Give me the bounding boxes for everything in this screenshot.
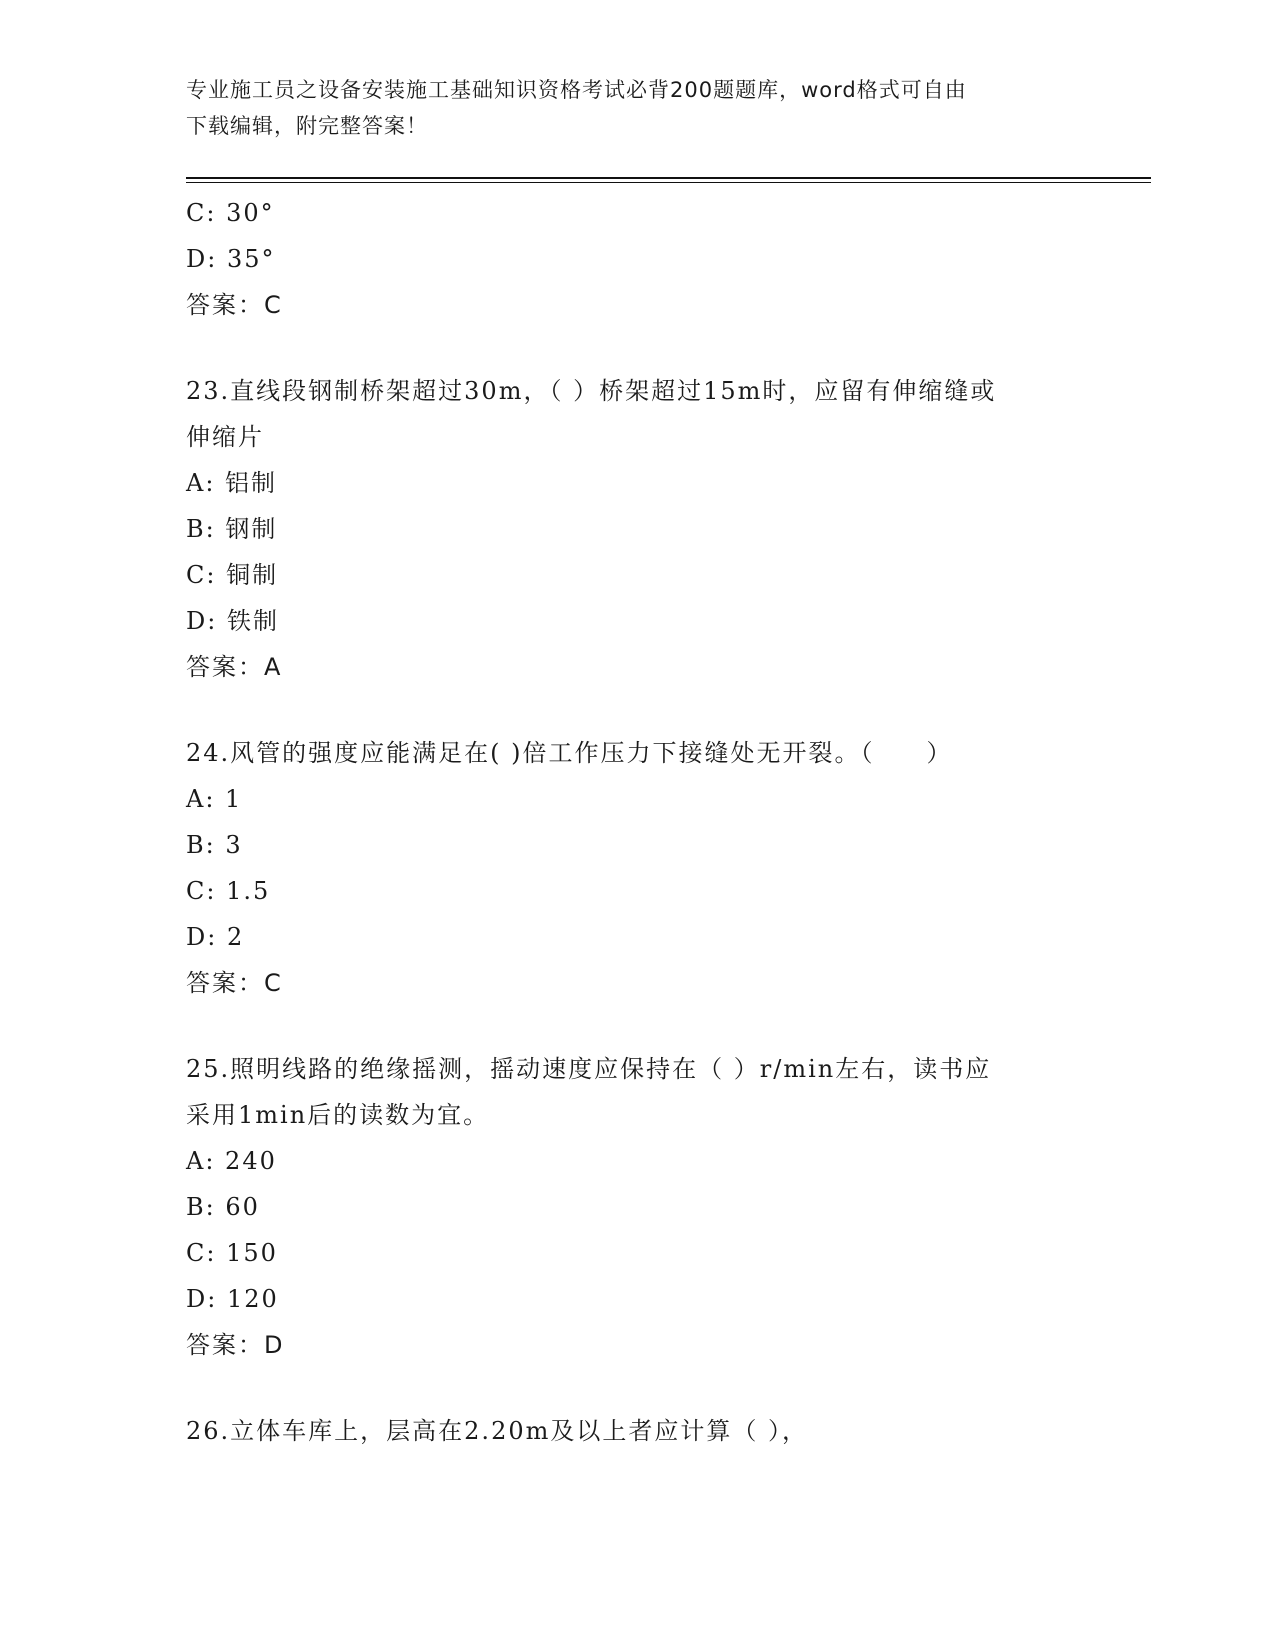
question-stem-line-1: 23.直线段钢制桥架超过30m，（ ）桥架超过15m时，应留有伸缩缝或 — [186, 377, 997, 405]
question-stem — [186, 1408, 1086, 1454]
option-c: C: 30° — [186, 199, 275, 227]
header-line-2: 下载编辑，附完整答案！ — [186, 114, 428, 138]
question-stem-line-1: 24.风管的强度应能满足在( )倍工作压力下接缝处无开裂。（ ） — [186, 739, 953, 767]
option-d: D: 35° — [186, 245, 276, 273]
question-block-26 — [186, 1408, 1086, 1454]
question-stem-line-2: 伸缩片 — [186, 423, 264, 451]
option-b: B: 60 — [186, 1193, 260, 1221]
option-d: D: 2 — [186, 923, 245, 951]
option-b: B: 钢制 — [186, 515, 278, 543]
question-list — [186, 190, 1086, 1454]
header-rule-top — [186, 177, 1151, 179]
option-c: C: 150 — [186, 1239, 278, 1267]
option-b: B: 3 — [186, 831, 243, 859]
answer-label: 答案：D — [186, 1331, 285, 1359]
question-block-24 — [186, 730, 1086, 1006]
question-block-22 — [186, 190, 1086, 328]
answer-label: 答案：C — [186, 291, 283, 319]
answer-label: 答案：C — [186, 969, 283, 997]
option-d: D: 120 — [186, 1285, 279, 1313]
option-a: A: 240 — [186, 1147, 277, 1175]
header-line-1: 专业施工员之设备安装施工基础知识资格考试必背200题题库，word格式可自由 — [186, 78, 967, 102]
question-block-23 — [186, 368, 1086, 690]
question-stem — [186, 1046, 1086, 1138]
document-header — [186, 72, 1066, 144]
option-c: C: 铜制 — [186, 561, 279, 589]
answer-label: 答案：A — [186, 653, 283, 681]
option-a: A: 铝制 — [186, 469, 278, 497]
option-d: D: 铁制 — [186, 607, 279, 635]
question-stem-line-1: 25.照明线路的绝缘摇测，摇动速度应保持在（ ）r/min左右，读书应 — [186, 1055, 992, 1083]
question-stem-line-2: 采用1min后的读数为宜。 — [186, 1101, 490, 1129]
question-stem-line-1: 26.立体车库上，层高在2.20m及以上者应计算（ ）， — [186, 1417, 808, 1445]
question-stem — [186, 730, 1086, 776]
option-c: C: 1.5 — [186, 877, 271, 905]
question-block-25 — [186, 1046, 1086, 1368]
question-stem — [186, 368, 1086, 460]
header-rule-bottom — [186, 182, 1151, 183]
option-a: A: 1 — [186, 785, 243, 813]
